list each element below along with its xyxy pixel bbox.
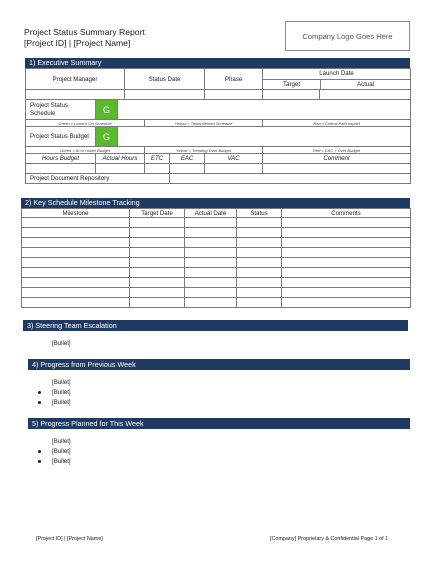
milestone-rows	[22, 218, 411, 308]
table-row	[22, 298, 411, 308]
cell[interactable]	[237, 218, 282, 228]
milestone-table	[21, 208, 411, 308]
cell[interactable]	[282, 228, 411, 238]
cell[interactable]	[185, 258, 237, 268]
budget-legend-green: Green = At or Under Budget	[26, 147, 145, 154]
cell[interactable]	[282, 288, 411, 298]
report-title-line1: Project Status Summary Report	[24, 27, 145, 37]
list-item	[38, 458, 71, 468]
section-header-progress-previous-week: 4) Progress from Previous Week	[28, 359, 410, 370]
table-row	[22, 238, 411, 248]
list-item: [Bullet]	[52, 438, 71, 445]
cell[interactable]	[185, 218, 237, 228]
steering-bullet: [Bullet]	[52, 340, 71, 347]
col-eac: EAC	[170, 154, 205, 164]
cell[interactable]	[22, 278, 130, 288]
cell-actual-hours[interactable]	[96, 164, 145, 174]
cell[interactable]	[22, 238, 130, 248]
schedule-legend-yellow: Yellow = Tasks Behind Schedule	[145, 120, 263, 127]
col-launch-date	[263, 69, 411, 90]
cell[interactable]	[282, 248, 411, 258]
table-row	[22, 288, 411, 298]
cell[interactable]	[130, 228, 185, 238]
document-repository-link[interactable]	[170, 174, 411, 184]
cell[interactable]	[237, 228, 282, 238]
cell-actual-value[interactable]	[320, 90, 411, 100]
section-header-progress-planned-week: 5) Progress Planned for This Week	[28, 418, 410, 429]
cell[interactable]	[237, 238, 282, 248]
bullet-icon	[38, 391, 41, 394]
report-title	[24, 27, 145, 49]
cell-hours-budget[interactable]	[26, 164, 96, 174]
cell[interactable]	[130, 268, 185, 278]
cell[interactable]	[185, 278, 237, 288]
cell[interactable]	[22, 258, 130, 268]
cell[interactable]	[237, 298, 282, 308]
bullet-icon	[38, 450, 41, 453]
col-actual-date: Actual Date	[185, 209, 237, 218]
bullet-icon	[38, 460, 41, 463]
section-header-steering-escalation: 3) Steering Team Escalation	[23, 320, 408, 331]
table-row	[22, 228, 411, 238]
list-item-text: [Bullet]	[52, 458, 71, 465]
list-item	[38, 399, 71, 409]
budget-status-label: Project Status Budget	[26, 127, 96, 147]
list-item	[38, 448, 71, 458]
table-row	[22, 268, 411, 278]
executive-summary-table	[25, 68, 411, 184]
table-row	[22, 248, 411, 258]
col-comment: Comment	[263, 154, 411, 164]
col-etc: ETC	[145, 154, 170, 164]
schedule-legend-red: Red = Critical Path Impact	[263, 120, 411, 127]
cell[interactable]	[237, 248, 282, 258]
section-header-milestone-tracking: 2) Key Schedule Milestone Tracking	[21, 198, 410, 208]
list-item	[38, 389, 71, 399]
col-actual: Actual	[357, 81, 375, 88]
col-status-date: Status Date	[125, 69, 205, 90]
cell[interactable]	[185, 268, 237, 278]
company-logo-placeholder	[285, 21, 410, 51]
cell[interactable]	[282, 218, 411, 228]
cell[interactable]	[185, 248, 237, 258]
budget-legend-yellow: Yellow = Trending Over Budget	[145, 147, 263, 154]
cell[interactable]	[185, 288, 237, 298]
cell[interactable]	[282, 258, 411, 268]
cell-phase-value[interactable]	[205, 90, 263, 100]
col-actual-hours: Actual Hours	[96, 154, 145, 164]
list-item: [Bullet]	[52, 379, 71, 386]
list-item-text: [Bullet]	[52, 448, 71, 455]
report-title-line2: [Project ID] | [Project Name]	[24, 38, 131, 48]
schedule-status-indicator: G	[96, 100, 118, 120]
cell[interactable]	[22, 298, 130, 308]
cell[interactable]	[130, 288, 185, 298]
budget-status-indicator: G	[96, 127, 118, 147]
progress-previous-list	[52, 379, 71, 409]
list-item-text: [Bullet]	[52, 399, 71, 406]
cell[interactable]	[282, 278, 411, 288]
cell[interactable]	[22, 288, 130, 298]
cell[interactable]	[237, 258, 282, 268]
cell-comment[interactable]	[263, 164, 411, 174]
cell[interactable]	[22, 228, 130, 238]
section-header-executive-summary: 1) Executive Summary	[25, 58, 410, 68]
budget-legend-red: Red = EAC > Over Budget	[263, 147, 411, 154]
list-item-text: [Bullet]	[52, 389, 71, 396]
cell[interactable]	[130, 258, 185, 268]
table-row	[22, 218, 411, 228]
cell[interactable]	[22, 218, 130, 228]
cell[interactable]	[130, 218, 185, 228]
col-phase: Phase	[205, 69, 263, 90]
cell-status-date-value[interactable]	[125, 90, 205, 100]
col-target: Target	[263, 80, 321, 89]
logo-text: Company Logo Goes Here	[302, 31, 393, 41]
cell[interactable]	[282, 268, 411, 278]
table-row	[22, 278, 411, 288]
col-target-date: Target Date	[130, 209, 185, 218]
bullet-icon	[38, 401, 41, 404]
cell[interactable]	[130, 248, 185, 258]
cell[interactable]	[130, 298, 185, 308]
col-milestone: Milestone	[22, 209, 130, 218]
col-status: Status	[237, 209, 282, 218]
cell-vac[interactable]	[205, 164, 263, 174]
schedule-status-label: Project Status Schedule	[26, 100, 96, 120]
cell[interactable]	[185, 228, 237, 238]
schedule-legend-green: Green = Launch On Schedule	[26, 120, 145, 127]
cell[interactable]	[237, 288, 282, 298]
col-comments: Comments	[282, 209, 411, 218]
cell[interactable]	[237, 278, 282, 288]
schedule-status-notes[interactable]	[118, 100, 411, 120]
footer-project-id: [Project ID] | [Project Name]	[36, 536, 103, 542]
cell-target-value[interactable]	[263, 90, 320, 100]
cell[interactable]	[130, 238, 185, 248]
col-project-manager: Project Manager	[26, 69, 125, 90]
document-repository-label: Project Document Repository	[26, 174, 170, 184]
cell-etc[interactable]	[145, 164, 170, 174]
cell[interactable]	[185, 298, 237, 308]
cell[interactable]	[237, 268, 282, 278]
cell-eac[interactable]	[170, 164, 205, 174]
cell[interactable]	[282, 238, 411, 248]
cell[interactable]	[22, 268, 130, 278]
cell[interactable]	[130, 278, 185, 288]
budget-status-notes[interactable]	[118, 127, 411, 147]
cell[interactable]	[185, 238, 237, 248]
table-row	[22, 258, 411, 268]
cell[interactable]	[22, 248, 130, 258]
launch-date-label: Launch Date	[263, 69, 410, 80]
cell[interactable]	[282, 298, 411, 308]
cell-project-manager-value[interactable]	[26, 90, 125, 100]
progress-planned-list	[52, 438, 71, 468]
col-vac: VAC	[205, 154, 263, 164]
footer-company-page: [Company] Proprietary & Confidential Page 1 of 1	[270, 536, 389, 542]
col-hours-budget: Hours Budget	[26, 154, 96, 164]
